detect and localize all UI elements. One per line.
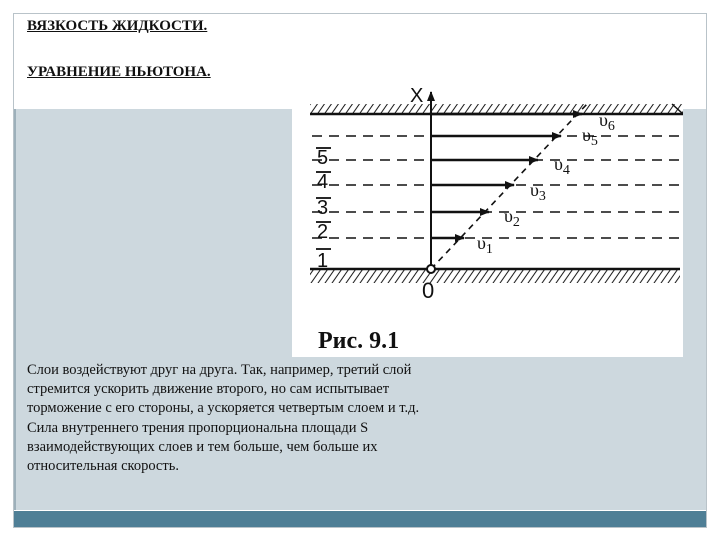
- origin-label: 0: [422, 278, 435, 303]
- body-line: Сила внутреннего трения пропорциональна площади S: [27, 419, 369, 436]
- bottom-plate-hatch: [310, 269, 680, 283]
- layer-label: 2: [317, 221, 329, 243]
- body-line: стремится ускорить движение второго, но сам испытывает: [27, 381, 390, 398]
- velocity-layers-diagram: [292, 86, 683, 357]
- svg-text:υ1: $\upsilon_1$: [477, 233, 493, 257]
- velocity-index: 4: [562, 163, 570, 178]
- figure-caption: Рис. 9.1: [318, 328, 400, 354]
- layer-label: 5: [317, 147, 329, 169]
- svg-text:υ2: $\upsilon_2$: [504, 206, 520, 230]
- body-text: [27, 361, 587, 476]
- velocity-index: 1: [485, 242, 493, 257]
- axis-label: X: [410, 86, 424, 107]
- body-line: взаимодействующих слоев и тем больше, чем больше их: [27, 438, 378, 455]
- left-accent-strip: [14, 109, 16, 510]
- velocity-index: 5: [590, 134, 598, 149]
- velocity-profile-line: [431, 104, 587, 269]
- top-plate-hatch: [310, 104, 683, 114]
- figure-9-1: [292, 86, 683, 357]
- svg-text:υ5: $\upsilon_5$: [582, 125, 598, 149]
- layer-lines: [312, 136, 683, 238]
- svg-text:υ3: $\upsilon_3$: [530, 180, 546, 204]
- body-line: Слои воздействуют друг на друга. Так, например, третий слой: [27, 362, 412, 378]
- layer-label: 1: [317, 250, 329, 272]
- slide-subtitle: УРАВНЕНИЕ НЬЮТОНА.: [27, 64, 211, 80]
- origin-point: [427, 265, 435, 273]
- velocity-index: 6: [607, 119, 615, 134]
- bottom-bar: [14, 511, 706, 527]
- svg-text:υ6: $\upsilon_6$: [599, 110, 615, 134]
- velocity-index: 3: [538, 189, 546, 204]
- velocity-index: 2: [512, 215, 520, 230]
- body-line: торможение с его стороны, а ускоряется четвертым слоем и т.д.: [27, 400, 420, 417]
- slide-title: ВЯЗКОСТЬ ЖИДКОСТИ.: [27, 18, 208, 34]
- svg-text:υ4: $\upsilon_4$: [554, 154, 570, 178]
- layer-label: 3: [317, 197, 329, 219]
- velocity-labels: [477, 110, 615, 257]
- layer-labels: [317, 147, 328, 272]
- body-line: относительная скорость.: [27, 458, 179, 475]
- layer-label: 4: [317, 171, 329, 193]
